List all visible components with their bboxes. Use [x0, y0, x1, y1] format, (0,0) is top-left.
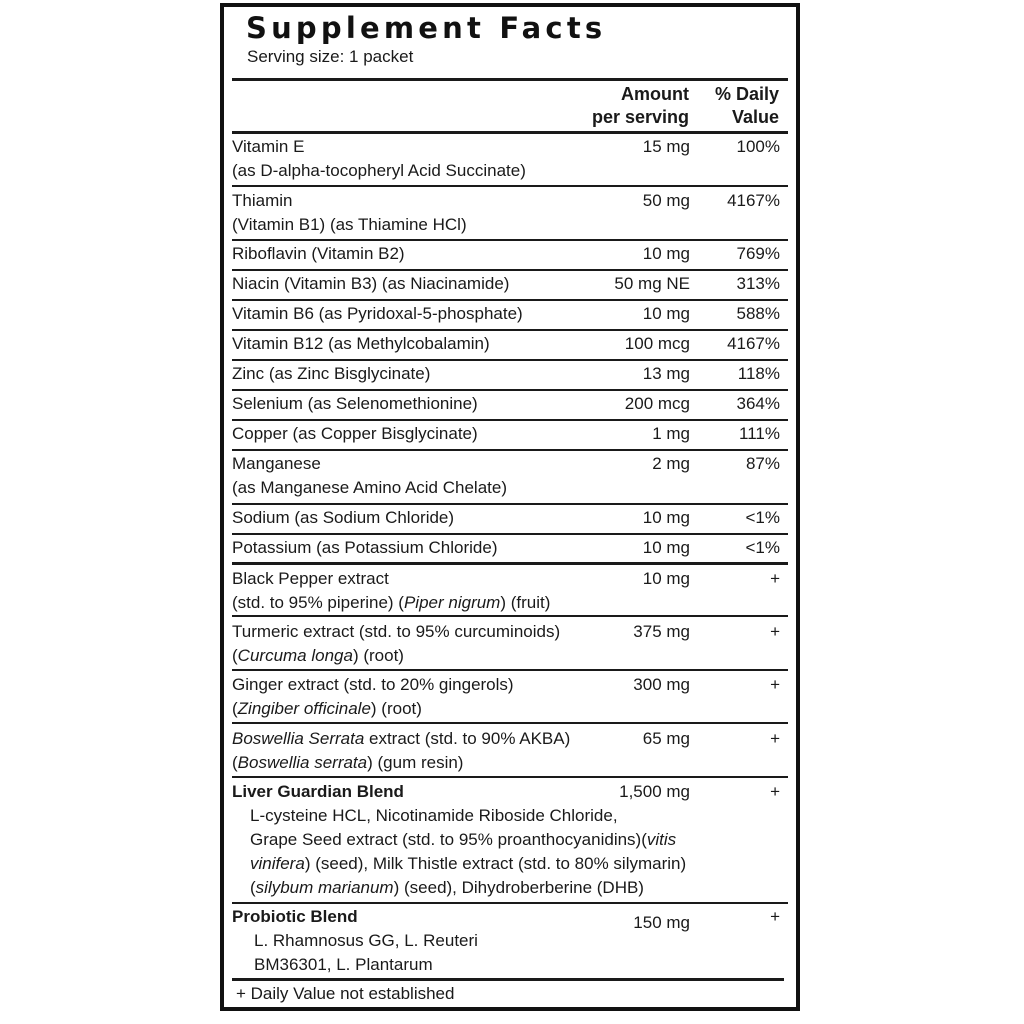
nutrient-amount: 10 mg	[642, 508, 690, 527]
nutrient-daily-value: 4167%	[727, 334, 780, 353]
nutrient-daily-value: 588%	[736, 304, 780, 323]
nutrient-amount: 100 mcg	[624, 334, 690, 353]
ingredient-source: (Zingiber officinale) (root)	[232, 699, 422, 718]
nutrient-name: Zinc (as Zinc Bisglycinate)	[232, 364, 431, 383]
blend-ingredients-line1: L. Rhamnosus GG, L. Reuteri	[254, 931, 478, 950]
dv-header-line2: Value	[731, 107, 779, 127]
nutrient-daily-value: <1%	[745, 538, 780, 557]
ingredient-amount: 375 mg	[633, 622, 690, 641]
row-divider	[232, 503, 788, 505]
row-divider	[232, 722, 788, 724]
nutrient-amount: 50 mg NE	[614, 274, 690, 293]
nutrient-name: Vitamin B6 (as Pyridoxal-5-phosphate)	[232, 304, 523, 323]
blend-amount: 1,500 mg	[619, 782, 690, 801]
amount-per-serving-header	[592, 83, 689, 129]
ingredient-amount: 65 mg	[642, 729, 690, 748]
nutrient-daily-value: 4167%	[727, 191, 780, 210]
nutrient-amount: 1 mg	[652, 424, 690, 443]
blend-name: Probiotic Blend	[232, 907, 358, 926]
blend-daily-value: +	[770, 907, 780, 926]
nutrient-name: Selenium (as Selenomethionine)	[232, 394, 478, 413]
blend-name: Liver Guardian Blend	[232, 782, 404, 801]
nutrient-amount: 2 mg	[652, 454, 690, 473]
row-divider	[232, 449, 788, 451]
nutrient-daily-value: 313%	[736, 274, 780, 293]
dv-header-line1: % Daily	[714, 84, 779, 104]
nutrient-name: Vitamin B12 (as Methylcobalamin)	[232, 334, 490, 353]
section-divider	[232, 562, 788, 565]
blend-ingredients-line2: Grape Seed extract (std. to 95% proanthocyanidins)(vitis	[250, 830, 677, 849]
ingredient-daily-value: +	[770, 622, 780, 641]
nutrient-amount: 10 mg	[642, 244, 690, 263]
amount-header-line1: Amount	[621, 84, 689, 104]
row-divider	[232, 669, 788, 671]
footer-divider	[232, 978, 784, 981]
ingredient-amount: 300 mg	[633, 675, 690, 694]
daily-value-header	[715, 83, 779, 129]
serving-size: Serving size: 1 packet	[247, 47, 414, 66]
header-divider	[232, 78, 788, 81]
nutrient-name: Riboflavin (Vitamin B2)	[232, 244, 405, 263]
nutrient-daily-value: 118%	[737, 364, 780, 383]
nutrient-amount: 13 mg	[642, 364, 690, 383]
nutrient-amount: 200 mcg	[624, 394, 690, 413]
row-divider	[232, 239, 788, 241]
nutrient-amount: 10 mg	[642, 304, 690, 323]
row-divider	[232, 185, 788, 187]
nutrient-amount: 15 mg	[642, 137, 690, 156]
ingredient-amount: 10 mg	[642, 569, 690, 588]
blend-ingredients-line2: BM36301, L. Plantarum	[254, 955, 433, 974]
ingredient-source: (std. to 95% piperine) (Piper nigrum) (fruit)	[232, 593, 551, 612]
ingredient-daily-value: +	[770, 569, 780, 588]
nutrient-name: Niacin (Vitamin B3) (as Niacinamide)	[232, 274, 510, 293]
nutrient-name: Sodium (as Sodium Chloride)	[232, 508, 455, 527]
nutrient-source: (Vitamin B1) (as Thiamine HCl)	[232, 215, 467, 234]
blend-amount: 150 mg	[633, 913, 690, 932]
blend-ingredients-line3: vinifera) (seed), Milk Thistle extract (std. to 80% silymarin)	[250, 854, 687, 873]
nutrient-daily-value: 100%	[736, 137, 780, 156]
nutrient-daily-value: 111%	[739, 424, 780, 443]
ingredient-daily-value: +	[770, 729, 780, 748]
ingredient-name: Black Pepper extract	[232, 569, 389, 588]
panel-title: Supplement Facts	[246, 11, 607, 45]
row-divider	[232, 359, 788, 361]
row-divider	[232, 389, 788, 391]
row-divider	[232, 615, 788, 617]
blend-ingredients-line1: L-cysteine HCL, Nicotinamide Riboside Chloride,	[250, 806, 618, 825]
nutrient-source: (as Manganese Amino Acid Chelate)	[232, 478, 507, 497]
row-divider	[232, 419, 788, 421]
ingredient-name: Boswellia Serrata extract (std. to 90% AKBA)	[232, 729, 571, 748]
blend-daily-value: +	[770, 782, 780, 801]
ingredient-source: (Curcuma longa) (root)	[232, 646, 404, 665]
nutrient-name: Copper (as Copper Bisglycinate)	[232, 424, 478, 443]
row-divider	[232, 533, 788, 535]
nutrient-daily-value: 364%	[736, 394, 780, 413]
row-divider	[232, 902, 788, 904]
nutrient-daily-value: 769%	[736, 244, 780, 263]
nutrient-name: Thiamin	[232, 191, 293, 210]
nutrient-daily-value: <1%	[745, 508, 780, 527]
nutrient-daily-value: 87%	[745, 454, 780, 473]
nutrient-name: Potassium (as Potassium Chloride)	[232, 538, 498, 557]
row-divider	[232, 299, 788, 301]
nutrient-amount: 10 mg	[642, 538, 690, 557]
row-divider	[232, 269, 788, 271]
ingredient-daily-value: +	[770, 675, 780, 694]
nutrient-name: Vitamin E	[232, 137, 305, 156]
ingredient-source: (Boswellia serrata) (gum resin)	[232, 753, 464, 772]
row-divider	[232, 776, 788, 778]
nutrient-source: (as D-alpha-tocopheryl Acid Succinate)	[232, 161, 526, 180]
blend-ingredients-line4: (silybum marianum) (seed), Dihydroberberine (DHB)	[250, 878, 644, 897]
ingredient-name: Turmeric extract (std. to 95% curcuminoids)	[232, 622, 561, 641]
row-divider	[232, 329, 788, 331]
daily-value-footnote: + Daily Value not established	[236, 984, 455, 1003]
nutrient-amount: 50 mg	[642, 191, 690, 210]
nutrient-name: Manganese	[232, 454, 321, 473]
table-top-divider	[232, 131, 788, 134]
ingredient-name: Ginger extract (std. to 20% gingerols)	[232, 675, 514, 694]
amount-header-line2: per serving	[591, 107, 689, 127]
